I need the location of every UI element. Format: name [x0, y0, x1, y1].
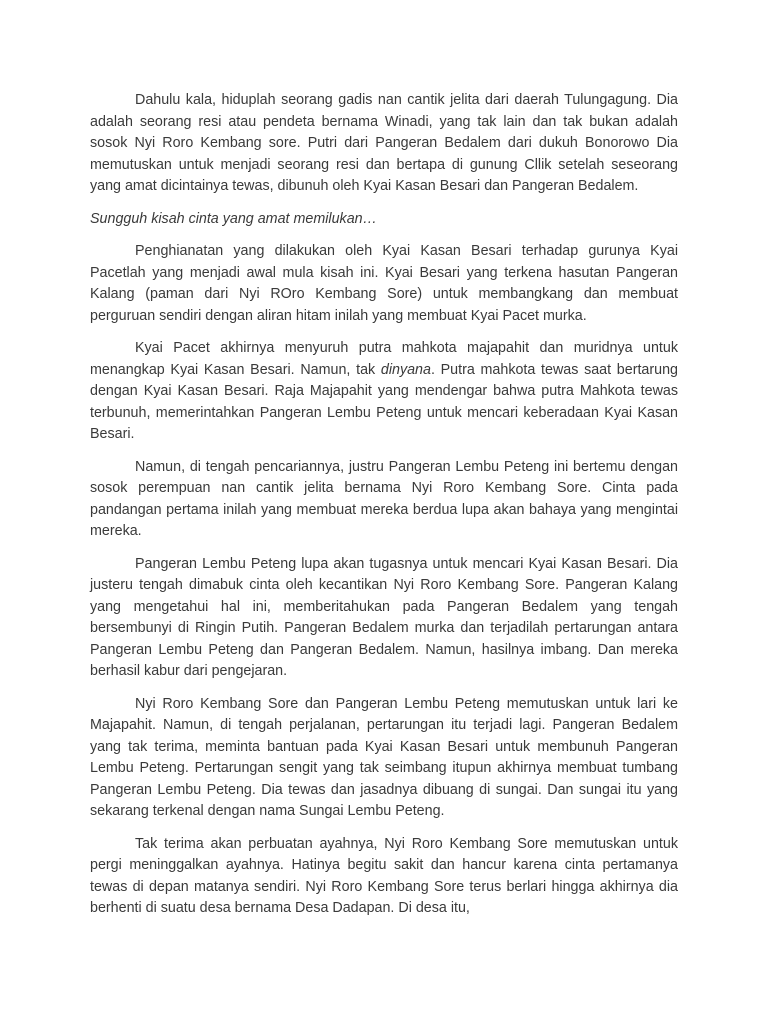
paragraph-2-italic-line: Sungguh kisah cinta yang amat memilukan…: [90, 210, 377, 227]
document-page: [90, 90, 678, 931]
paragraph-8: Tak terima akan perbuatan ayahnya, Nyi Roro Kembang Sore memutuskan untuk pergi meninggalkan ayahnya. Hatinya begitu sakit dan hancur karena cinta pertamanya tewas di depan matanya sendiri. Nyi Roro Kembang Sore terus berlari hingga akhirnya dia berhenti di suatu desa bernama Desa Dadapan. Di desa itu,: [90, 835, 678, 916]
paragraph-4-text-end: . Putra mahkota tewas saat bertarung dengan Kyai Kasan Besari. Raja Majapahit yang mendengar bahwa putra Mahkota tewas terbunuh, memerintahkan Pangeran Lembu Peteng untuk mencari keberadaan Kyai Kasan Besari.: [90, 361, 678, 442]
paragraph-5: Namun, di tengah pencariannya, justru Pangeran Lembu Peteng ini bertemu dengan sosok perempuan nan cantik jelita bernama Nyi Roro Kembang Sore. Cinta pada pandangan pertama inilah yang membuat mereka berdua lupa akan bahaya yang mengintai mereka.: [90, 458, 678, 539]
paragraph-6: Pangeran Lembu Peteng lupa akan tugasnya untuk mencari Kyai Kasan Besari. Dia justeru tengah dimabuk cinta oleh kecantikan Nyi Roro Kembang Sore. Pangeran Kalang yang mengetahui hal ini, memberitahukan pada Pangeran Bedalem yang tengah bersembunyi di Ringin Putih. Pangeran Bedalem murka dan terjadilah pertarungan antara Pangeran Lembu Peteng dan Pangeran Bedalem. Namun, hasilnya imbang. Dan mereka berhasil kabur dari pengejaran.: [90, 555, 678, 679]
paragraph-3: Penghianatan yang dilakukan oleh Kyai Kasan Besari terhadap gurunya Kyai Pacetlah yang menjadi awal mula kisah ini. Kyai Besari yang terkena hasutan Pangeran Kalang (paman dari Nyi ROro Kembang Sore) untuk membangkang dan membuat perguruan sendiri dengan aliran hitam inilah yang membuat Kyai Pacet murka.: [90, 243, 678, 324]
paragraph-1: Dahulu kala, hiduplah seorang gadis nan cantik jelita dari daerah Tulungagung. Dia adalah seorang resi atau pendeta bernama Winadi, yang tak lain dan tak bukan adalah sosok Nyi Roro Kembang sore. Putri dari Pangeran Bedalem dari dukuh Bonorowo Dia memutuskan untuk menjadi seorang resi dan bertapa di gunung Cllik setelah seseorang yang amat dicintainya tewas, dibunuh oleh Kyai Kasan Besari dan Pangeran Bedalem.: [90, 92, 678, 194]
paragraph-4-text-start: Kyai Pacet akhirnya menyuruh putra mahkota majapahit dan muridnya untuk menangkap Kyai Kasan Besari. Namun, tak: [90, 340, 678, 378]
paragraph-7: Nyi Roro Kembang Sore dan Pangeran Lembu Peteng memutuskan untuk lari ke Majapahit. Namun, di tengah perjalanan, pertarungan itu terjadi lagi. Pangeran Bedalem yang tak terima, meminta bantuan pada Kyai Kasan Besari untuk membunuh Pangeran Lembu Peteng. Pertarungan sengit yang tak seimbang itupun akhirnya membuat tumbang Pangeran Lembu Peteng. Dia tewas dan jasadnya dibuang di sungai. Dan sungai itu yang sekarang terkenal dengan nama Sungai Lembu Peteng.: [90, 695, 678, 819]
paragraph-4: [90, 338, 678, 446]
paragraph-4-italic-word: dinyana: [380, 361, 431, 378]
